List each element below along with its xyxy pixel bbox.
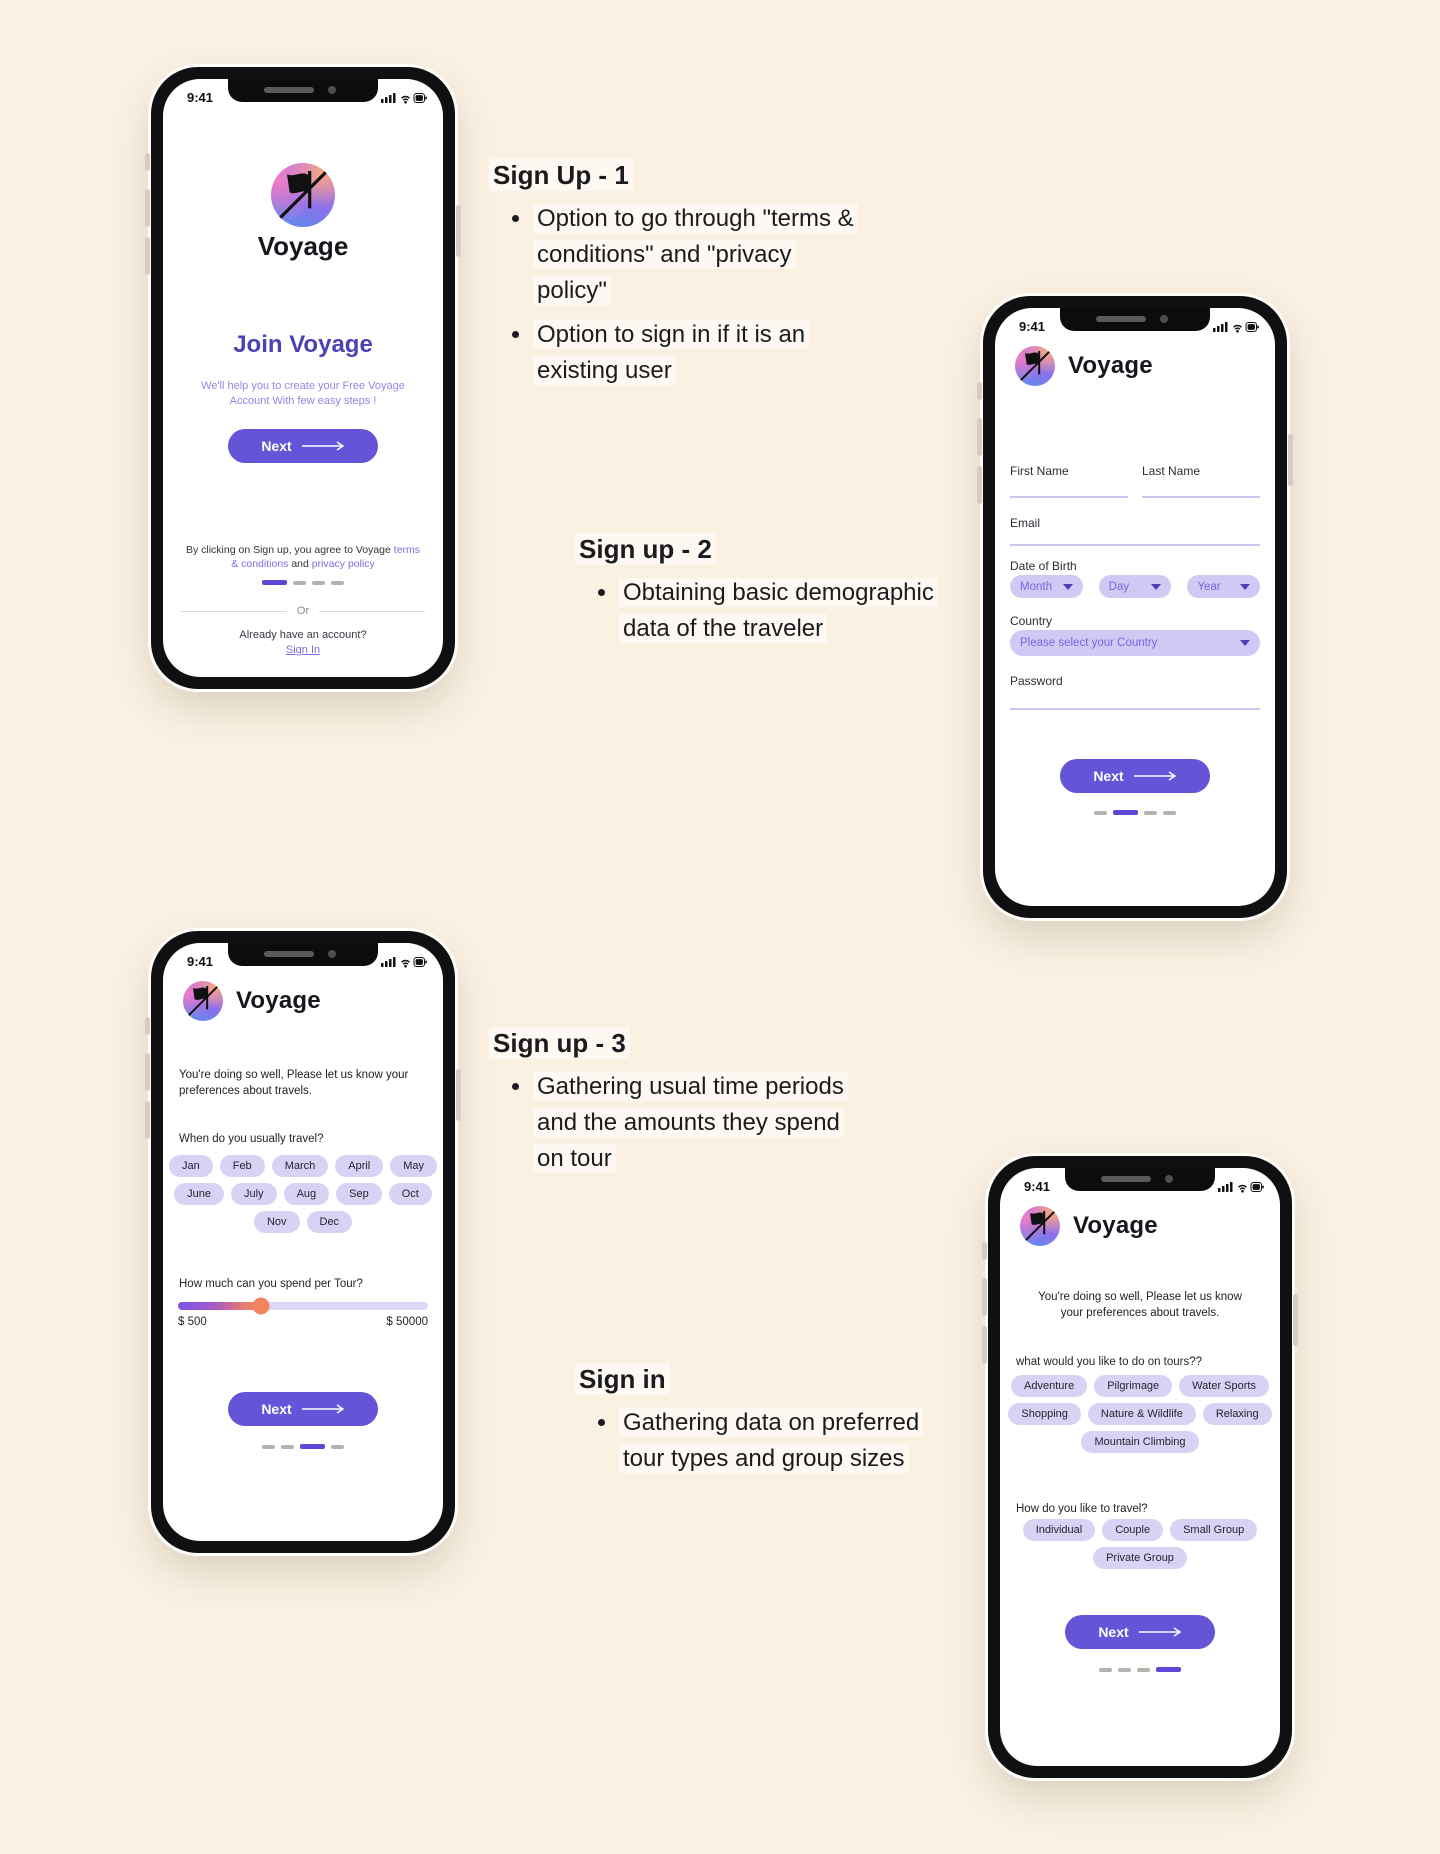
travel-group-chips <box>1010 1519 1270 1569</box>
chip-row <box>1010 1403 1270 1425</box>
country-select-placeholder: Please select your Country <box>1020 637 1158 649</box>
progress-dot <box>331 1445 344 1449</box>
month-chip[interactable]: July <box>231 1183 277 1205</box>
arrow-right-icon <box>301 441 345 451</box>
brand-wordmark: Voyage <box>257 231 349 261</box>
budget-question: How much can you spend per Tour? <box>179 1278 363 1290</box>
progress-dot-active <box>300 1444 325 1449</box>
chip-row <box>173 1183 433 1205</box>
next-button-label: Next <box>1093 768 1124 784</box>
month-chips <box>173 1155 433 1233</box>
tour-type-chip[interactable]: Adventure <box>1011 1375 1087 1397</box>
country-select[interactable] <box>1010 630 1260 656</box>
chip-row <box>1010 1375 1270 1397</box>
voyage-logo-icon <box>1015 346 1055 386</box>
annotation-sign-in <box>575 1364 935 1485</box>
slider-thumb[interactable] <box>252 1298 269 1315</box>
chip-row <box>1010 1547 1270 1569</box>
status-bar <box>187 954 427 969</box>
progress-indicator <box>1099 1667 1181 1672</box>
chip-row <box>173 1155 433 1177</box>
divider-line <box>319 611 425 612</box>
status-icons <box>1218 1181 1264 1193</box>
preferences-intro: You're doing so well, Please let us know your preferences about travels. <box>1038 1291 1242 1319</box>
power-button <box>456 205 461 257</box>
arrow-right-icon <box>1133 771 1177 781</box>
progress-dot-active <box>262 580 287 585</box>
day-select-value: Day <box>1108 580 1130 593</box>
phone-mockup-preferences <box>988 1156 1292 1778</box>
next-button-label: Next <box>1098 1624 1129 1640</box>
next-button-label: Next <box>261 438 292 454</box>
terms-prefix: By clicking on Sign up, you agree to Voyage <box>185 544 394 556</box>
progress-dot-active <box>1113 810 1138 815</box>
chip-row <box>173 1211 433 1233</box>
status-time: 9:41 <box>1024 1179 1051 1194</box>
progress-dot <box>293 581 306 585</box>
year-select[interactable] <box>1187 575 1260 598</box>
next-button[interactable] <box>1065 1615 1215 1649</box>
budget-min-label: $ 500 <box>178 1316 207 1328</box>
status-bar <box>187 90 427 105</box>
progress-dot <box>1118 1668 1131 1672</box>
volume-down-button <box>982 1326 987 1364</box>
next-button-label: Next <box>261 1401 292 1417</box>
year-select-value: Year <box>1197 580 1221 593</box>
divider-line <box>181 611 287 612</box>
progress-dot-active <box>1156 1667 1181 1672</box>
mute-switch <box>145 1017 150 1035</box>
app-header <box>1020 1206 1158 1246</box>
month-chip[interactable]: March <box>272 1155 329 1177</box>
budget-range-labels <box>178 1316 428 1328</box>
month-chip[interactable]: Feb <box>220 1155 265 1177</box>
travel-months-question: When do you usually travel? <box>179 1133 324 1145</box>
tour-type-chip[interactable]: Pilgrimage <box>1094 1375 1172 1397</box>
chevron-down-icon <box>1063 584 1073 590</box>
status-icons <box>1213 321 1259 333</box>
annotation-bullet: • Option to go through "terms & conditions" and "privacy policy" <box>533 201 861 309</box>
month-chip[interactable]: Aug <box>284 1183 330 1205</box>
travel-group-question: How do you like to travel? <box>1016 1503 1148 1515</box>
volume-down-button <box>145 1101 150 1139</box>
phone-mockup-signup-3 <box>151 931 455 1553</box>
status-bar <box>1019 319 1259 334</box>
annotation-bullet-list <box>489 201 861 389</box>
next-button[interactable] <box>228 429 378 463</box>
brand-wordmark: Voyage <box>1068 352 1153 379</box>
volume-down-button <box>145 237 150 275</box>
progress-indicator <box>262 580 344 585</box>
month-chip[interactable]: May <box>390 1155 437 1177</box>
annotation-bullet: • Gathering data on preferred tour types and group sizes <box>619 1405 935 1477</box>
last-name-input[interactable] <box>1142 496 1260 498</box>
status-time: 9:41 <box>1019 319 1046 334</box>
power-button <box>1288 434 1293 486</box>
arrow-right-icon <box>1138 1627 1182 1637</box>
chevron-down-icon <box>1151 584 1161 590</box>
month-chip[interactable]: Jan <box>169 1155 213 1177</box>
screen-signup-2 <box>995 308 1275 906</box>
progress-dot <box>331 581 344 585</box>
progress-dot <box>1163 811 1176 815</box>
annotation-bullet: • Option to sign in if it is an existing user <box>533 317 861 389</box>
country-label: Country <box>1010 614 1053 628</box>
next-button[interactable] <box>228 1392 378 1426</box>
progress-dot <box>312 581 325 585</box>
app-header <box>183 981 321 1021</box>
tour-type-chip[interactable]: Shopping <box>1008 1403 1081 1425</box>
dob-label: Date of Birth <box>1010 559 1077 573</box>
first-name-input[interactable] <box>1010 496 1128 498</box>
annotation-signup-3 <box>489 1028 857 1185</box>
annotation-bullet-list <box>575 1405 935 1477</box>
tour-type-chips <box>1010 1375 1270 1453</box>
power-button <box>1293 1294 1298 1346</box>
budget-slider[interactable] <box>178 1302 428 1310</box>
volume-up-button <box>145 189 150 227</box>
tour-types-question: what would you like to do on tours?? <box>1016 1356 1203 1368</box>
progress-dot <box>281 1445 294 1449</box>
progress-dot <box>1099 1668 1112 1672</box>
phone-mockup-signup-1 <box>151 67 455 689</box>
travel-group-chip[interactable]: Individual <box>1023 1519 1095 1541</box>
power-button <box>456 1069 461 1121</box>
preferences-intro: You're doing so well, Please let us know your preferences about travels. <box>179 1069 409 1097</box>
annotation-signup-1 <box>489 160 861 397</box>
or-label: Or <box>296 605 310 617</box>
volume-up-button <box>145 1053 150 1091</box>
volume-up-button <box>977 418 982 456</box>
password-label: Password <box>1010 674 1063 688</box>
screen-signup-3 <box>163 943 443 1541</box>
status-icons <box>381 92 427 104</box>
mute-switch <box>977 382 982 400</box>
signin-prompt: Already have an account? <box>239 629 367 641</box>
last-name-field[interactable] <box>1142 464 1260 498</box>
first-name-field[interactable] <box>1010 464 1128 498</box>
month-chip[interactable]: Oct <box>389 1183 432 1205</box>
progress-indicator <box>262 1444 344 1449</box>
month-chip[interactable]: Nov <box>254 1211 300 1233</box>
dob-selects <box>1010 575 1260 598</box>
email-field[interactable] <box>1010 516 1260 546</box>
chevron-down-icon <box>1240 584 1250 590</box>
annotation-bullet-list <box>575 575 935 647</box>
tour-type-chip[interactable]: Nature & Wildlife <box>1088 1403 1196 1425</box>
progress-indicator <box>1094 810 1176 815</box>
signup-subtext: We'll help you to create your Free Voyage Account With few easy steps ! <box>201 380 405 407</box>
screen-preferences <box>1000 1168 1280 1766</box>
progress-dot <box>1094 811 1107 815</box>
progress-dot <box>1137 1668 1150 1672</box>
chip-row <box>1010 1431 1270 1453</box>
status-bar <box>1024 1179 1264 1194</box>
annotation-bullet: • Obtaining basic demographic data of the traveler <box>619 575 935 647</box>
email-input[interactable] <box>1010 544 1260 546</box>
travel-group-chip[interactable]: Private Group <box>1093 1547 1187 1569</box>
month-select[interactable] <box>1010 575 1083 598</box>
annotation-title: Sign in <box>575 1364 935 1395</box>
chevron-down-icon <box>1240 640 1250 646</box>
status-time: 9:41 <box>187 90 214 105</box>
voyage-logo-icon <box>271 163 335 227</box>
status-icons <box>381 956 427 968</box>
volume-down-button <box>977 466 982 504</box>
annotation-bullet-list <box>489 1069 857 1177</box>
next-button[interactable] <box>1060 759 1210 793</box>
brand-wordmark: Voyage <box>1073 1212 1158 1239</box>
tour-type-chip[interactable]: Water Sports <box>1179 1375 1269 1397</box>
month-chip[interactable]: Sep <box>336 1183 382 1205</box>
join-voyage-heading: Join Voyage <box>233 331 373 358</box>
progress-dot <box>1144 811 1157 815</box>
sign-in-link[interactable]: Sign In <box>285 644 321 656</box>
email-label: Email <box>1010 516 1041 530</box>
annotation-signup-2 <box>575 534 935 655</box>
voyage-logo-icon <box>183 981 223 1021</box>
month-chip[interactable]: June <box>174 1183 224 1205</box>
app-header <box>1015 346 1153 386</box>
day-select[interactable] <box>1099 575 1172 598</box>
chip-row <box>1010 1519 1270 1541</box>
terms-and: and <box>288 558 312 570</box>
first-name-label: First Name <box>1010 464 1069 478</box>
password-input[interactable] <box>1010 708 1260 710</box>
mute-switch <box>982 1242 987 1260</box>
annotation-title: Sign up - 2 <box>575 534 935 565</box>
progress-dot <box>262 1445 275 1449</box>
annotation-title: Sign up - 3 <box>489 1028 857 1059</box>
status-time: 9:41 <box>187 954 214 969</box>
tour-type-chip[interactable]: Mountain Climbing <box>1081 1431 1198 1453</box>
brand-wordmark: Voyage <box>236 987 321 1014</box>
budget-max-label: $ 50000 <box>386 1316 428 1328</box>
phone-mockup-signup-2 <box>983 296 1287 918</box>
travel-group-chip[interactable]: Small Group <box>1170 1519 1257 1541</box>
terms-conditions-link[interactable]: terms & conditions <box>231 544 421 570</box>
terms-text <box>183 543 423 571</box>
or-divider <box>181 605 425 617</box>
privacy-policy-link[interactable]: privacy policy <box>311 558 375 570</box>
travel-group-chip[interactable]: Couple <box>1102 1519 1163 1541</box>
annotation-title: Sign Up - 1 <box>489 160 861 191</box>
screen-signup-1 <box>163 79 443 677</box>
slider-fill <box>178 1302 261 1310</box>
arrow-right-icon <box>301 1404 345 1414</box>
month-chip[interactable]: April <box>335 1155 383 1177</box>
tour-type-chip[interactable]: Relaxing <box>1203 1403 1272 1425</box>
month-select-value: Month <box>1020 580 1052 593</box>
annotation-bullet: • Gathering usual time periods and the amounts they spend on tour <box>533 1069 857 1177</box>
volume-up-button <box>982 1278 987 1316</box>
voyage-logo-icon <box>1020 1206 1060 1246</box>
last-name-label: Last Name <box>1142 464 1201 478</box>
mute-switch <box>145 153 150 171</box>
month-chip[interactable]: Dec <box>307 1211 353 1233</box>
